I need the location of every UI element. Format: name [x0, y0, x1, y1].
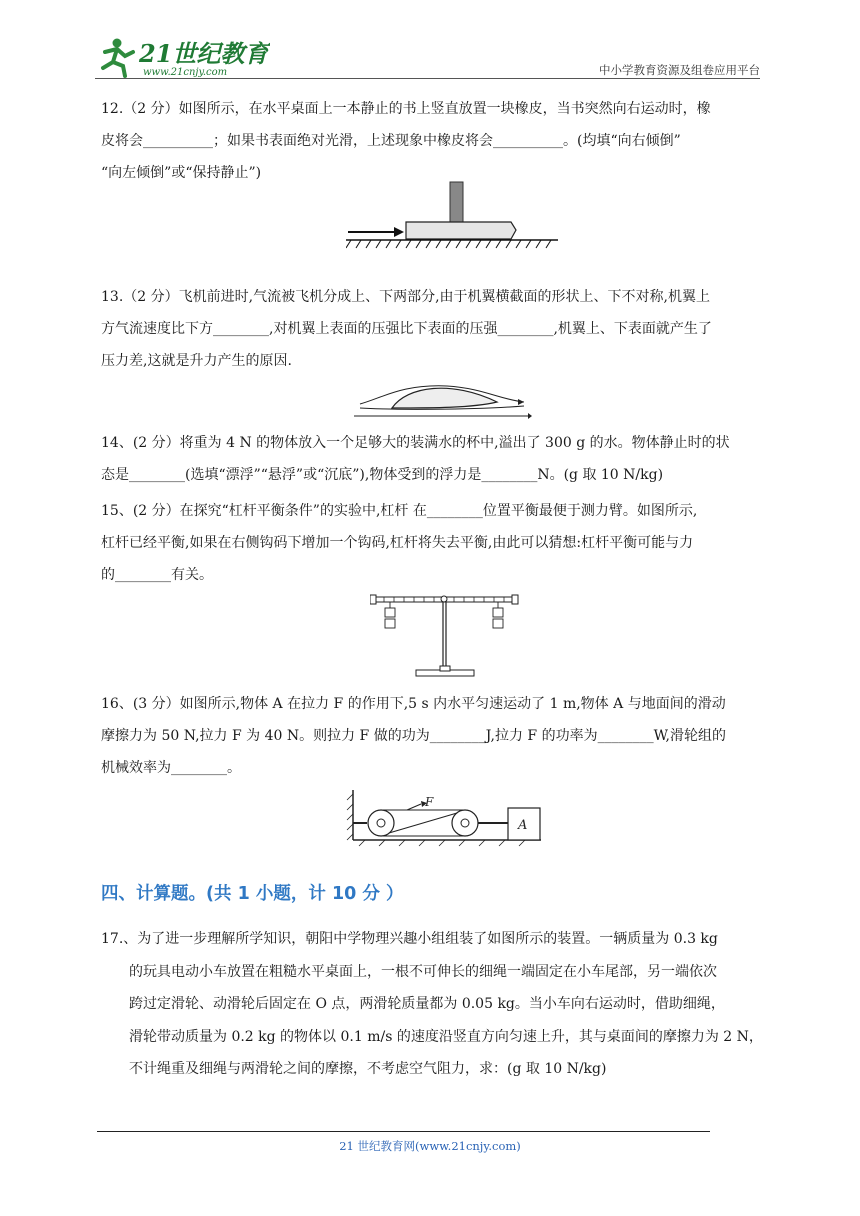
q12-line3: “向左倾倒”或“保持静止”)	[101, 165, 262, 181]
question-17	[101, 923, 763, 1086]
question-14	[101, 427, 763, 491]
q12-line1: 12.（2 分）如图所示，在水平桌面上一本静止的书上竖直放置一块橡皮，当书突然向右运动时，橡	[101, 101, 711, 117]
q17-line2: 的玩具电动小车放置在粗糙水平桌面上，一根不可伸长的细绳一端固定在小车尾部，另一端依次	[129, 963, 717, 980]
q17-line5: 不计绳重及细绳与两滑轮之间的摩擦，不考虑空气阻力，求：(g 取 10 N/kg)	[129, 1061, 607, 1077]
pulley-block-figure	[345, 790, 545, 848]
q17-line3: 跨过定滑轮、动滑轮后固定在 O 点，两滑轮质量都为 0.05 kg。当小车向右运动时，借助细绳，	[129, 996, 725, 1012]
q14-line2: 态是________(选填“漂浮”“悬浮”或“沉底”),物体受到的浮力是________N。(g 取 10 N/kg)	[101, 467, 664, 483]
footer-link[interactable]: 21 世纪教育网(www.21cnjy.com)	[339, 1139, 521, 1153]
q16-line3: 机械效率为________。	[101, 760, 241, 776]
q14-line1: 14、(2 分）将重为 4 N 的物体放入一个足够大的装满水的杯中,溢出了 300 g 的水。物体静止时的状	[101, 435, 730, 451]
site-logo	[95, 34, 270, 80]
q17-line4: 滑轮带动质量为 0.2 kg 的物体以 0.1 m/s 的速度沿竖直方向匀速上升，其与桌面间的摩擦力为 2 N，	[129, 1028, 763, 1045]
header-divider	[95, 78, 760, 79]
q16-line2: 摩擦力为 50 N,拉力 F 为 40 N。则拉力 F 做的功为________J,拉力 F 的功率为________W,滑轮组的	[101, 728, 726, 744]
lever-figure	[370, 590, 520, 682]
q15-line3: 的________有关。	[101, 567, 213, 583]
runner-icon	[103, 39, 133, 77]
q13-line2: 方气流速度比下方________,对机翼上表面的压强比下表面的压强________,机翼上、下表面就产生了	[101, 321, 712, 337]
logo-url: www.21cnjy.com	[143, 67, 228, 78]
wing-airflow-figure	[352, 378, 532, 420]
block-A-label: A	[518, 818, 528, 833]
footer-divider	[97, 1131, 710, 1132]
question-12	[101, 93, 763, 189]
q17-line1: 17.、为了进一步理解所学知识，朝阳中学物理兴趣小组组装了如图所示的装置。一辆质量为 0.3 kg	[101, 931, 718, 947]
q16-line1: 16、(3 分）如图所示,物体 A 在拉力 F 的作用下,5 s 内水平匀速运动了 1 m,物体 A 与地面间的滑动	[101, 696, 726, 712]
logo-text: 21世纪教育	[139, 39, 269, 68]
q15-line2: 杠杆已经平衡,如果在右侧钩码下增加一个钩码,杠杆将失去平衡,由此可以猜想:杠杆平衡可能与力	[101, 535, 694, 551]
question-15	[101, 495, 763, 591]
book-eraser-figure	[346, 178, 560, 250]
q13-line1: 13.（2 分）飞机前进时,气流被飞机分成上、下两部分,由于机翼横截面的形状上、下不对称,机翼上	[101, 289, 710, 305]
section-4-title: 四、计算题。(共 1 小题，计 10 分 ）	[101, 884, 404, 904]
platform-label: 中小学教育资源及组卷应用平台	[599, 63, 760, 77]
q15-line1: 15、(2 分）在探究“杠杆平衡条件”的实验中,杠杆 在________位置平衡最便于测力臂。如图所示,	[101, 503, 698, 519]
q13-line3: 压力差,这就是升力产生的原因.	[101, 353, 292, 369]
question-13	[101, 281, 763, 377]
question-16	[101, 688, 763, 784]
force-F-label: F	[425, 795, 434, 809]
q12-line2: 皮将会__________；如果书表面绝对光滑，上述现象中橡皮将会__________。(均填“向右倾倒”	[101, 133, 681, 149]
